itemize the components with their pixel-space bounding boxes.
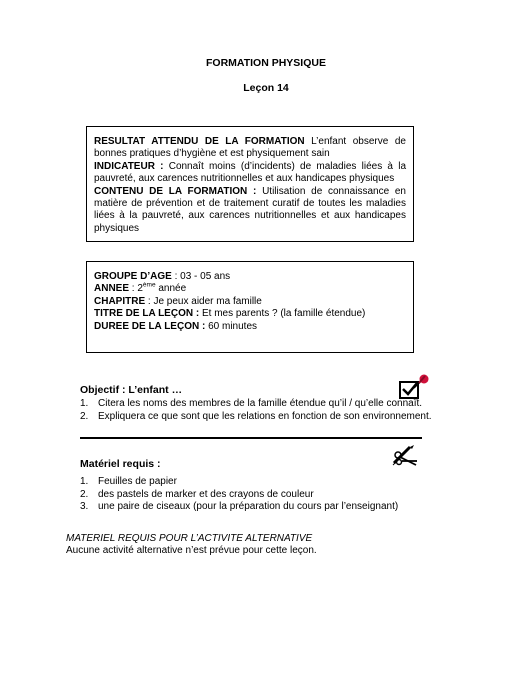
content-label: CONTENU DE LA FORMATION : [94,185,257,197]
list-item: 2. Expliquera ce que sont que les relations en fonction de son environnement. [80,410,432,422]
pencil-scissors-icon [390,443,420,474]
indicator-text: Connaît moins (d’incidents) de maladies liées à la pauvreté, aux carences nutritionnelles et aux handicapes physiques [94,160,406,185]
expected-result-box [86,126,414,242]
duration-value: 60 minutes [205,320,258,332]
alternative-title: MATERIEL REQUIS POUR L’ACTIVITE ALTERNATIVE [66,533,313,544]
document-title: FORMATION PHYSIQUE [206,57,326,69]
duration-label: DUREE DE LA LEÇON : [94,320,206,332]
age-label: GROUPE D’AGE [94,271,172,282]
indicator-label: INDICATEUR : [94,160,164,172]
materials-list [80,476,398,514]
content-text: Utilisation de connaissance en matière de prévention et de traitement curatif de toutes les maladies liées à la pauvreté, aux carences nutritionnelles et aux handicapes physiques [94,185,406,234]
lesson-info-box [86,261,414,353]
objective-heading: Objectif : L’enfant … [80,384,183,396]
lesson-title-value: Et mes parents ? (la famille étendue) [199,308,366,320]
lesson-title-label: TITRE DE LA LEÇON : [94,308,200,320]
result-text: L’enfant observe de bonnes pratiques d’hygiène et est physiquement sain [94,136,406,160]
list-item: 1. Feuilles de papier [80,476,177,487]
result-label: RESULTAT ATTENDU DE LA FORMATION [94,136,305,147]
list-item: 3. une paire de ciseaux (pour la préparation du cours par l’enseignant) [80,501,399,513]
section-divider [80,437,422,439]
year-word: année [155,283,187,295]
year-superscript: ème [142,282,156,290]
chapter-value: : Je peux aider ma famille [145,295,262,307]
alternative-text: Aucune activité alternative n’est prévue pour cette leçon. [66,545,317,556]
lesson-number: Leçon 14 [243,82,289,94]
objective-list [80,398,432,423]
chapter-label: CHAPITRE [94,295,146,307]
year-value: : 2 [129,283,143,295]
materials-heading: Matériel requis : [80,458,161,470]
list-item: 2. des pastels de marker et des crayons de couleur [80,488,314,500]
age-value: : 03 - 05 ans [171,271,231,282]
year-label: ANNEE [94,283,130,295]
list-item: 1. Citera les noms des membres de la famille étendue qu’il / qu’elle connaît. [80,398,423,409]
